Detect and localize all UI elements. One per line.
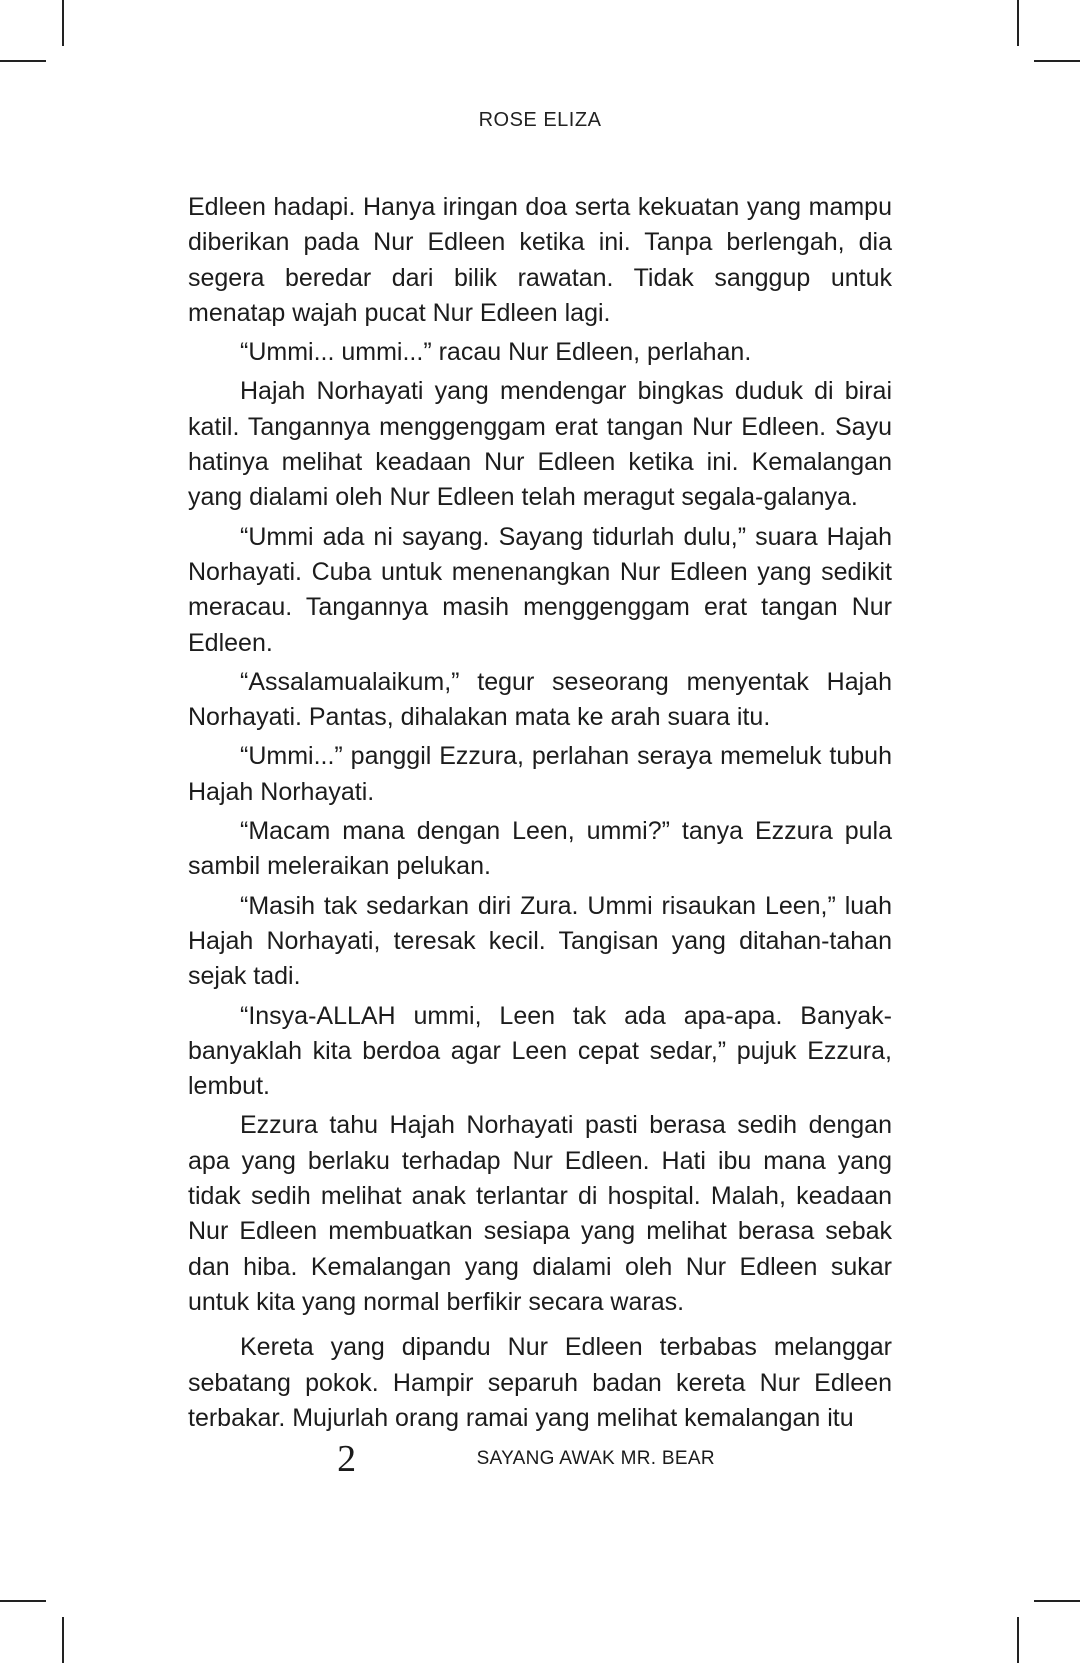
crop-mark-top-left-horizontal: [0, 60, 46, 62]
crop-mark-bottom-left-vertical: [62, 1617, 64, 1663]
crop-mark-bottom-left-horizontal: [0, 1600, 46, 1602]
paragraph: “Insya-ALLAH ummi, Leen tak ada apa-apa. Banyak-banyaklah kita berdoa agar Leen cepat sedar,” pujuk Ezzura, lembut.: [188, 1001, 892, 1101]
paragraph: “Masih tak sedarkan diri Zura. Ummi risaukan Leen,” luah Hajah Norhayati, teresak kecil. Tangisan yang ditahan-tahan sejak tadi.: [188, 891, 892, 991]
crop-mark-bottom-right-vertical: [1017, 1617, 1019, 1663]
paragraph: “Ummi... ummi...” racau Nur Edleen, perlahan.: [240, 338, 752, 367]
paragraph: “Assalamualaikum,” tegur seseorang menyentak Hajah Norhayati. Pantas, dihalakan mata ke arah suara itu.: [188, 667, 892, 732]
paragraph: “Ummi ada ni sayang. Sayang tidurlah dulu,” suara Hajah Norhayati. Cuba untuk menenangkan Nur Edleen yang sedikit meracau. Tangannya masih menggenggam erat tangan Nur Edleen.: [188, 522, 892, 657]
paragraph: “Macam mana dengan Leen, ummi?” tanya Ezzura pula sambil meleraikan pelukan.: [188, 817, 892, 881]
body-text: [188, 190, 892, 1436]
paragraph: Hajah Norhayati yang mendengar bingkas duduk di birai katil. Tangannya menggenggam erat tangan Nur Edleen. Sayu hatinya melihat keadaan Nur Edleen ketika ini. Kemalangan yang dialami oleh Nur Edleen telah meragut segala-galanya.: [188, 377, 892, 512]
crop-mark-top-right-vertical: [1017, 0, 1019, 46]
running-head-author: ROSE ELIZA: [478, 109, 602, 131]
crop-mark-top-left-vertical: [62, 0, 64, 46]
paragraph: Kereta yang dipandu Nur Edleen terbabas melanggar sebatang pokok. Hampir separuh badan kereta Nur Edleen terbakar. Mujurlah orang ramai yang melihat kemalangan itu: [188, 1333, 892, 1432]
page-number: 2: [337, 1438, 357, 1480]
paragraph: Edleen hadapi. Hanya iringan doa serta kekuatan yang mampu diberikan pada Nur Edleen ketika ini. Tanpa berlengah, dia segera beredar dari bilik rawatan. Tidak sanggup untuk menatap wajah pucat Nur Edleen lagi.: [188, 193, 892, 327]
crop-mark-bottom-right-horizontal: [1034, 1600, 1080, 1602]
paragraph: Ezzura tahu Hajah Norhayati pasti berasa sedih dengan apa yang berlaku terhadap Nur Edleen. Hati ibu mana yang tidak sedih melihat anak terlantar di hospital. Malah, keadaan Nur Edleen membuatkan sesiapa yang melihat berasa sebak dan hiba. Kemalangan yang dialami oleh Nur Edleen sukar untuk kita yang normal berfikir secara waras.: [188, 1111, 892, 1316]
crop-mark-top-right-horizontal: [1034, 60, 1080, 62]
running-foot-book-title: SAYANG AWAK MR. BEAR: [476, 1448, 715, 1469]
paragraph: “Ummi...” panggil Ezzura, perlahan seraya memeluk tubuh Hajah Norhayati.: [188, 742, 892, 806]
page-footer: [0, 1437, 1080, 1481]
